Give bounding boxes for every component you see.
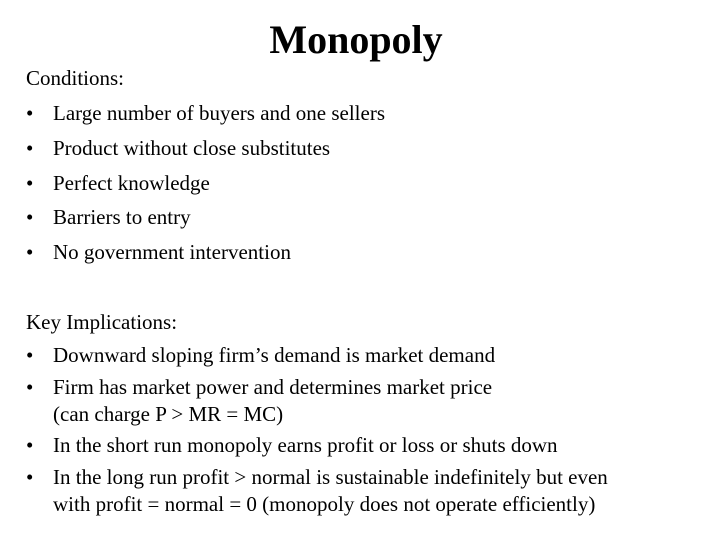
list-item	[26, 96, 385, 131]
bullet-icon: •	[26, 135, 34, 160]
bullet-icon: •	[26, 240, 34, 265]
bullet-icon: •	[26, 343, 34, 367]
list-item-text: Large number of buyers and one sellers	[53, 101, 386, 125]
list-item	[26, 166, 385, 201]
list-item-text: Barriers to entry	[53, 205, 191, 230]
conditions-list	[26, 96, 385, 270]
conditions-heading: Conditions:	[26, 66, 125, 90]
list-item-text: In the long run profit > normal is sustainable indefinitely but even	[53, 465, 608, 489]
list-item-continuation: (can charge P > MR = MC)	[53, 402, 284, 426]
bullet-icon: •	[26, 205, 34, 230]
bullet-icon: •	[26, 465, 34, 489]
bullet-icon: •	[26, 433, 34, 457]
list-item	[26, 235, 385, 270]
list-item	[26, 429, 608, 461]
list-item-text: Perfect knowledge	[53, 170, 210, 195]
implications-heading: Key Implications:	[26, 310, 178, 334]
list-item-text: Product without close substitutes	[53, 135, 331, 160]
bullet-icon: •	[26, 375, 34, 399]
list-item-text: Firm has market power and determines market price	[53, 375, 493, 399]
list-item	[26, 200, 385, 235]
list-item-text: Downward sloping firm’s demand is market demand	[53, 343, 496, 367]
bullet-icon: •	[26, 170, 34, 195]
list-item	[26, 339, 608, 371]
list-item	[26, 461, 608, 519]
slide-title: Monopoly	[269, 17, 443, 62]
list-item-text: In the short run monopoly earns profit or loss or shuts down	[53, 433, 558, 457]
list-item	[26, 131, 385, 166]
implications-list	[26, 339, 608, 519]
list-item-text: No government intervention	[53, 240, 291, 265]
list-item	[26, 371, 608, 429]
bullet-icon: •	[26, 101, 34, 125]
list-item-continuation: with profit = normal = 0 (monopoly does not operate efficiently)	[53, 492, 596, 516]
